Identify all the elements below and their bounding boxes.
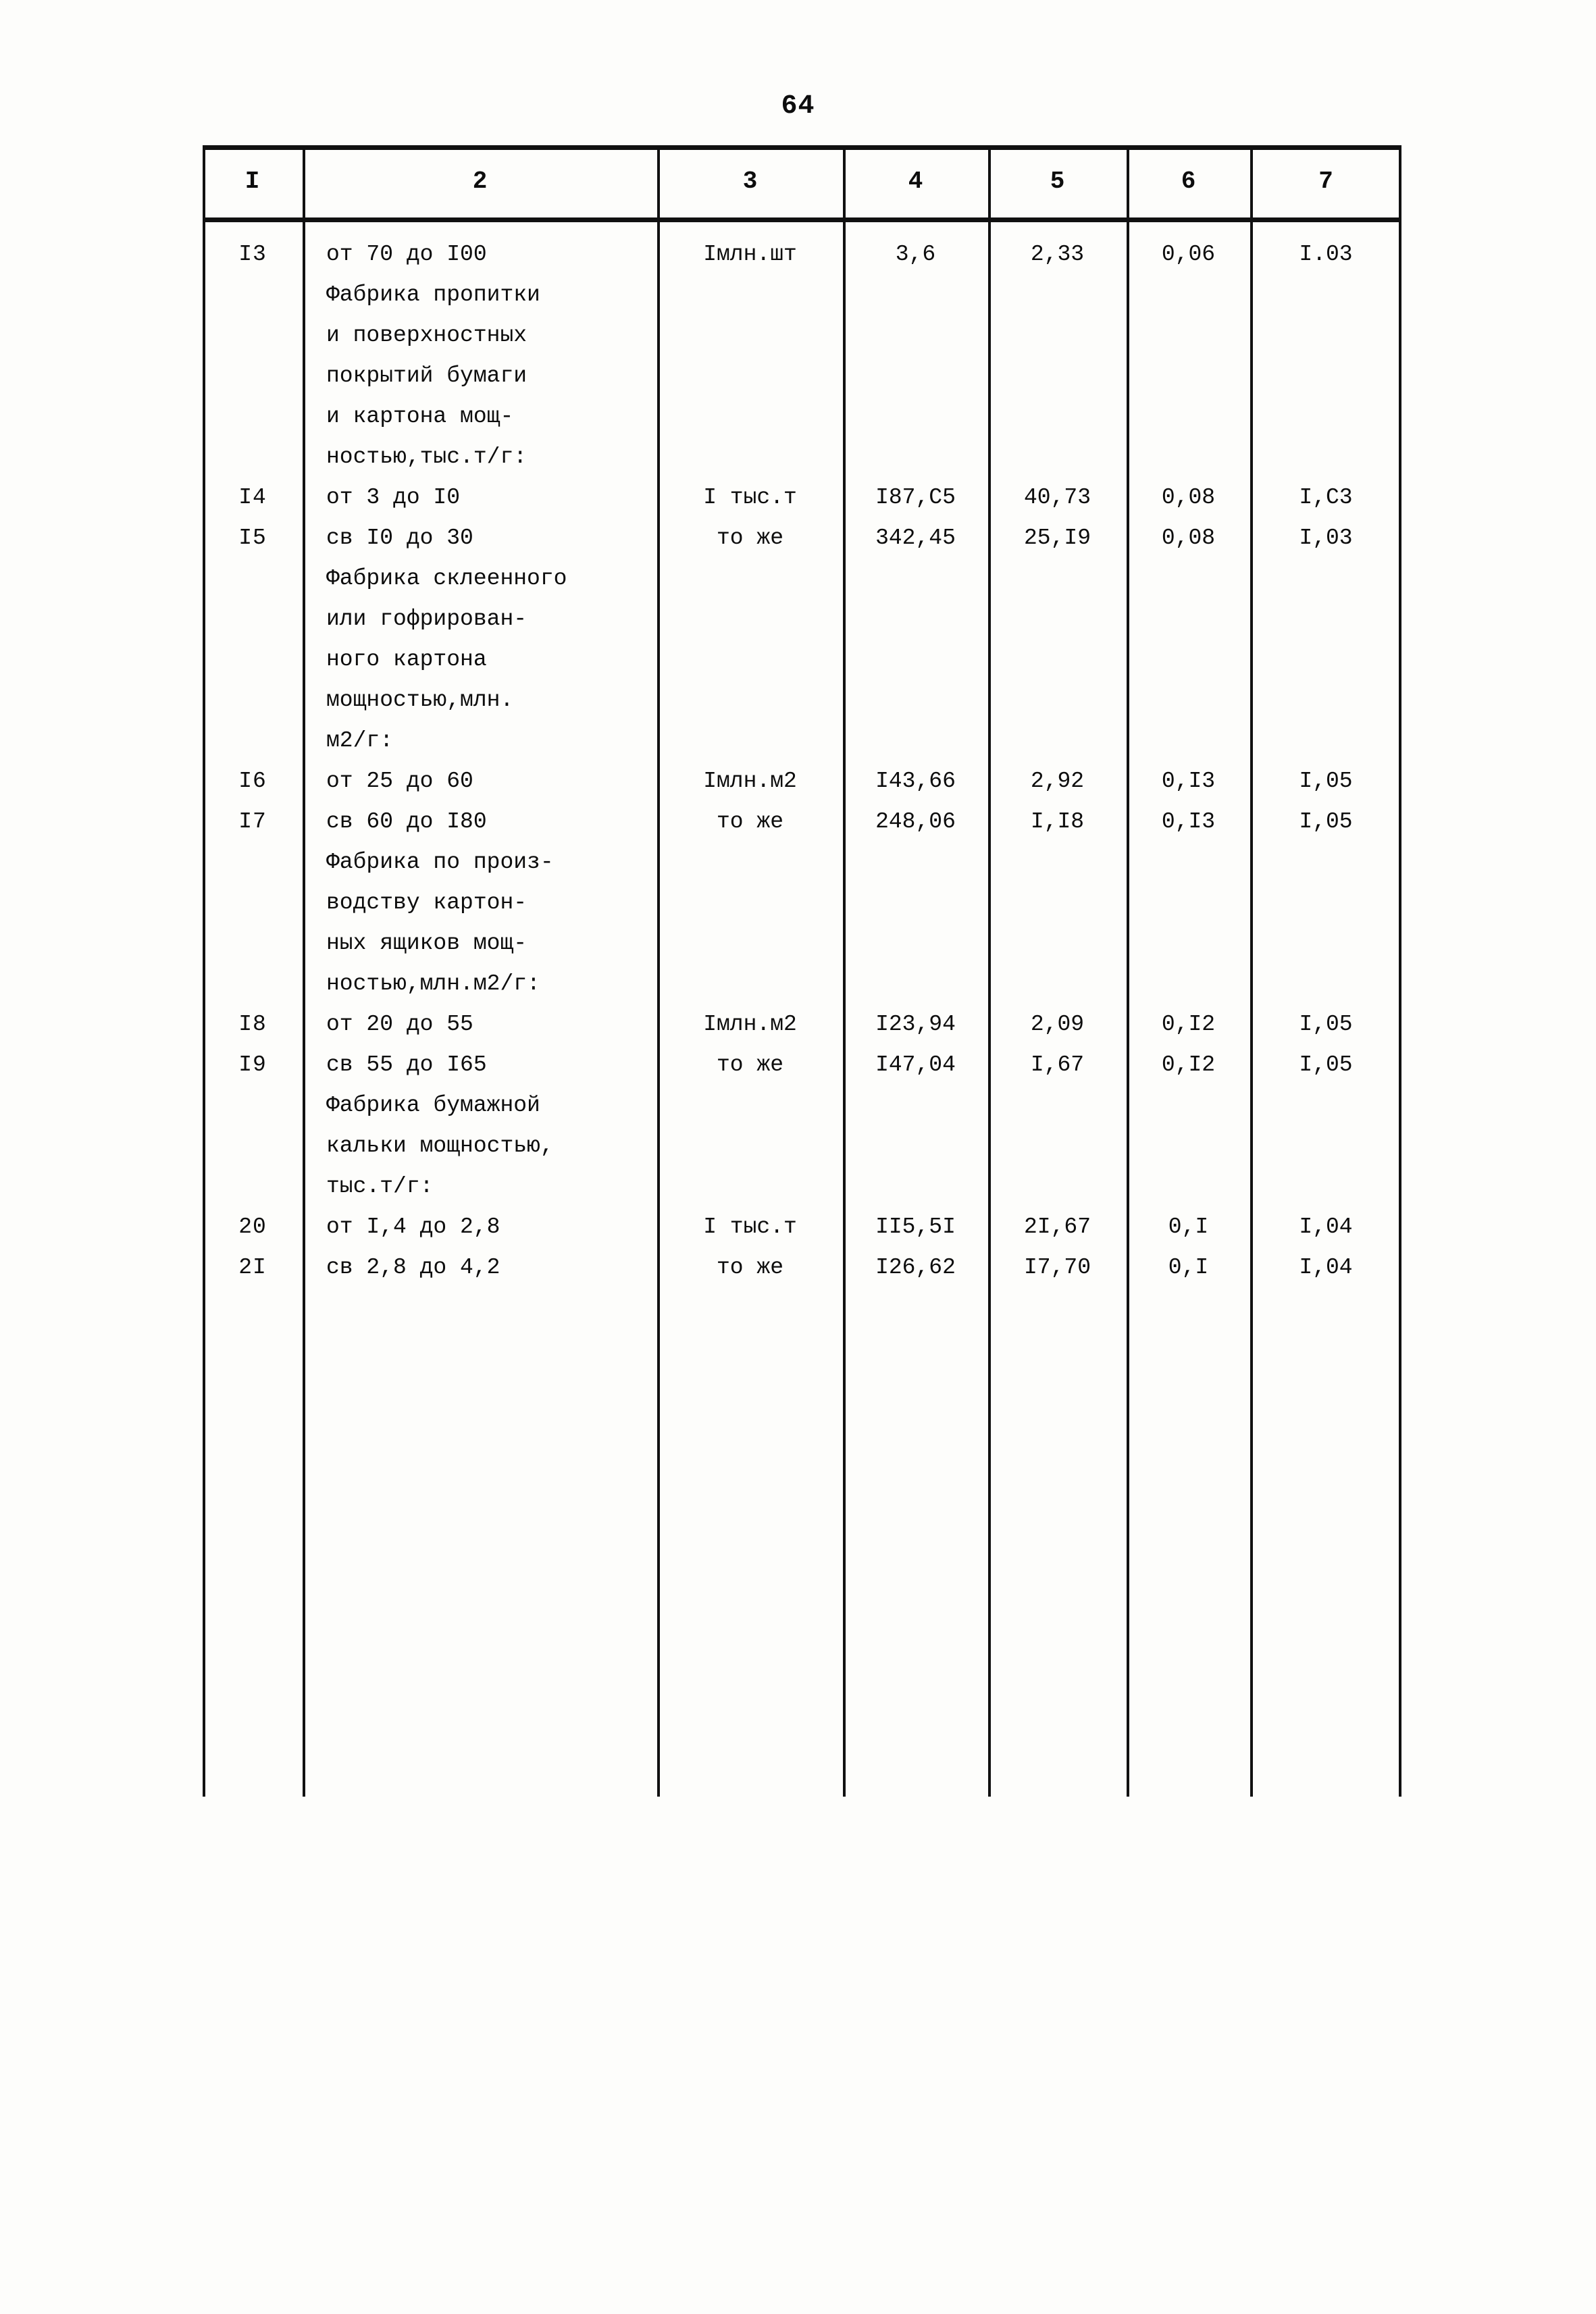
row-value5-cell [988, 1166, 1127, 1207]
row-value6-cell: 0,I3 [1161, 809, 1216, 834]
table-spacer-cell [203, 1369, 303, 1410]
row-name-cell: Фабрика бумажной [326, 1093, 540, 1118]
row-value4-cell [843, 599, 988, 640]
row-value4-cell: I87,C5 [875, 485, 956, 510]
row-name-cell: Фабрика пропитки [326, 282, 540, 307]
row-number-cell [203, 356, 303, 396]
row-value7-cell: I,04 [1299, 1255, 1353, 1280]
row-unit-cell [657, 1166, 843, 1207]
table-spacer-cell [843, 1329, 988, 1369]
row-value6-cell: 0,I2 [1161, 1012, 1216, 1037]
row-value6-cell [1127, 396, 1250, 437]
row-value5-cell: I,I8 [1030, 809, 1085, 834]
table-row [203, 478, 1401, 518]
table-spacer-cell [1250, 1329, 1401, 1369]
row-name-cell: покрытий бумаги [326, 363, 527, 388]
row-name-cell: м2/г: [326, 728, 394, 753]
row-number-cell [203, 315, 303, 356]
row-number-cell [203, 559, 303, 599]
table-spacer-cell [843, 1369, 988, 1410]
row-number-cell: 2I [238, 1255, 267, 1280]
row-value7-cell [1250, 923, 1401, 964]
row-value7-cell [1250, 964, 1401, 1004]
row-name-cell: или гофрирован- [326, 607, 527, 632]
row-unit-cell [657, 680, 843, 721]
table-spacer-cell [203, 1329, 303, 1369]
row-value4-cell [843, 883, 988, 923]
row-value7-cell: I,05 [1299, 1052, 1353, 1077]
table-spacer-cell [303, 1288, 657, 1329]
row-unit-cell [657, 640, 843, 680]
row-value6-cell [1127, 599, 1250, 640]
row-value4-cell [843, 721, 988, 761]
row-unit-cell: то же [716, 1255, 784, 1280]
row-value7-cell [1250, 315, 1401, 356]
row-number-cell [203, 964, 303, 1004]
row-value4-cell: II5,5I [875, 1214, 956, 1239]
row-value5-cell [988, 599, 1127, 640]
row-name-cell: Фабрика склеенного [326, 566, 567, 591]
row-name-cell: Фабрика по произ- [326, 850, 554, 875]
row-unit-cell [657, 315, 843, 356]
row-name-cell: и картона мощ- [326, 404, 514, 429]
table-row [203, 1207, 1401, 1248]
column-header-7: 7 [1318, 168, 1333, 195]
row-value6-cell: 0,I3 [1161, 769, 1216, 794]
table-spacer-cell [1250, 1369, 1401, 1410]
row-value7-cell [1250, 437, 1401, 478]
row-value7-cell [1250, 1085, 1401, 1126]
table-row [203, 599, 1401, 640]
row-value4-cell [843, 680, 988, 721]
row-unit-cell [657, 599, 843, 640]
row-value5-cell [988, 964, 1127, 1004]
row-value4-cell [843, 437, 988, 478]
row-value5-cell: 2,92 [1030, 769, 1085, 794]
row-value4-cell [843, 640, 988, 680]
row-unit-cell: I тыс.т [703, 485, 797, 510]
row-value4-cell [843, 964, 988, 1004]
row-value7-cell: I,04 [1299, 1214, 1353, 1239]
row-value4-cell: I26,62 [875, 1255, 956, 1280]
row-unit-cell: то же [716, 1052, 784, 1077]
row-value6-cell [1127, 356, 1250, 396]
row-value4-cell: 342,45 [875, 525, 956, 550]
table-row [203, 1248, 1401, 1288]
row-name-cell: тыс.т/г: [326, 1174, 434, 1199]
row-value4-cell: I23,94 [875, 1012, 956, 1037]
table-spacer-cell [657, 1369, 843, 1410]
table-row [203, 396, 1401, 437]
table-spacer-cell [1127, 1288, 1250, 1329]
table-row [203, 1166, 1401, 1207]
row-unit-cell: Iмлн.м2 [703, 769, 797, 794]
table-spacer-cell [1127, 1369, 1250, 1410]
row-number-cell [203, 640, 303, 680]
row-value4-cell [843, 1166, 988, 1207]
table-spacer-cell [657, 1329, 843, 1369]
row-value4-cell: 3,6 [895, 242, 936, 267]
row-value6-cell [1127, 275, 1250, 315]
row-number-cell [203, 1126, 303, 1166]
row-value5-cell [988, 437, 1127, 478]
row-name-cell: водству картон- [326, 890, 527, 915]
row-value6-cell [1127, 964, 1250, 1004]
row-value7-cell [1250, 396, 1401, 437]
table-row [203, 1045, 1401, 1085]
row-number-cell [203, 599, 303, 640]
row-value6-cell [1127, 721, 1250, 761]
row-value7-cell: I,05 [1299, 1012, 1353, 1037]
row-number-cell: I3 [238, 242, 267, 267]
row-unit-cell [657, 559, 843, 599]
row-unit-cell [657, 721, 843, 761]
table-row [203, 1126, 1401, 1166]
row-unit-cell [657, 1126, 843, 1166]
row-unit-cell: то же [716, 525, 784, 550]
row-unit-cell [657, 437, 843, 478]
row-value6-cell [1127, 1085, 1250, 1126]
column-header-2: 2 [472, 168, 488, 195]
row-value6-cell: 0,08 [1161, 525, 1216, 550]
row-value7-cell [1250, 883, 1401, 923]
table-row [203, 217, 1401, 275]
row-value7-cell [1250, 640, 1401, 680]
row-value5-cell [988, 275, 1127, 315]
table-header-row [203, 145, 1401, 217]
table-row [203, 761, 1401, 802]
row-number-cell [203, 1085, 303, 1126]
row-value5-cell: 25,I9 [1023, 525, 1091, 550]
row-number-cell: I8 [238, 1012, 267, 1037]
row-number-cell: I9 [238, 1052, 267, 1077]
row-value5-cell [988, 923, 1127, 964]
row-number-cell: 20 [238, 1214, 267, 1239]
row-value6-cell [1127, 437, 1250, 478]
table-spacer-cell [657, 1288, 843, 1329]
row-value6-cell [1127, 1126, 1250, 1166]
row-unit-cell: то же [716, 809, 784, 834]
row-value4-cell [843, 1085, 988, 1126]
row-value6-cell [1127, 1166, 1250, 1207]
row-value6-cell [1127, 559, 1250, 599]
column-header-6: 6 [1181, 168, 1196, 195]
row-value7-cell: I,05 [1299, 769, 1353, 794]
page-number: 64 [781, 91, 815, 122]
row-value6-cell [1127, 680, 1250, 721]
table-row [203, 883, 1401, 923]
row-value7-cell [1250, 356, 1401, 396]
table-row [203, 275, 1401, 315]
table-spacer-row [203, 1288, 1401, 1329]
row-value5-cell [988, 640, 1127, 680]
row-value7-cell: I,C3 [1299, 485, 1353, 510]
row-name-cell: от 25 до 60 [326, 769, 473, 794]
row-value5-cell [988, 356, 1127, 396]
row-name-cell: от 20 до 55 [326, 1012, 473, 1037]
row-number-cell [203, 1166, 303, 1207]
row-name-cell: ностью,млн.м2/г: [326, 971, 540, 996]
row-unit-cell: I тыс.т [703, 1214, 797, 1239]
row-name-cell: ных ящиков мощ- [326, 931, 527, 956]
row-value7-cell [1250, 1126, 1401, 1166]
table-spacer-cell [1127, 1329, 1250, 1369]
row-name-cell: кальки мощностью, [326, 1133, 554, 1158]
table-row [203, 518, 1401, 559]
table-row [203, 680, 1401, 721]
row-value5-cell [988, 1126, 1127, 1166]
row-value7-cell [1250, 275, 1401, 315]
row-unit-cell [657, 396, 843, 437]
row-value6-cell: 0,08 [1161, 485, 1216, 510]
column-header-4: 4 [908, 168, 923, 195]
row-value5-cell [988, 883, 1127, 923]
table-spacer-cell [988, 1329, 1127, 1369]
table-spacer-row [203, 1329, 1401, 1369]
row-number-cell: I7 [238, 809, 267, 834]
row-value5-cell: 2I,67 [1023, 1214, 1091, 1239]
table-row [203, 640, 1401, 680]
row-value4-cell [843, 559, 988, 599]
row-value7-cell [1250, 1166, 1401, 1207]
row-value4-cell [843, 1126, 988, 1166]
row-value7-cell [1250, 721, 1401, 761]
row-value5-cell [988, 315, 1127, 356]
row-number-cell [203, 437, 303, 478]
row-value4-cell: I47,04 [875, 1052, 956, 1077]
table-row [203, 923, 1401, 964]
row-value6-cell: 0,I [1168, 1255, 1209, 1280]
row-value5-cell: I7,70 [1023, 1255, 1091, 1280]
row-value4-cell [843, 275, 988, 315]
row-value6-cell [1127, 923, 1250, 964]
row-value4-cell: I43,66 [875, 769, 956, 794]
row-unit-cell [657, 1085, 843, 1126]
table-row [203, 356, 1401, 396]
row-unit-cell [657, 923, 843, 964]
table-spacer-cell [1250, 1288, 1401, 1329]
row-value7-cell [1250, 680, 1401, 721]
column-header-1: I [244, 168, 261, 195]
row-value7-cell [1250, 559, 1401, 599]
row-name-cell: мощностью,млн. [326, 688, 514, 713]
row-number-cell [203, 680, 303, 721]
row-value6-cell: 0,I2 [1161, 1052, 1216, 1077]
row-number-cell [203, 721, 303, 761]
data-table [203, 145, 1401, 1410]
table-body [203, 145, 1401, 1410]
table-row [203, 802, 1401, 842]
row-number-cell: I5 [238, 525, 267, 550]
row-number-cell [203, 842, 303, 883]
table-spacer-cell [843, 1288, 988, 1329]
row-value6-cell [1127, 640, 1250, 680]
row-value5-cell: 2,09 [1030, 1012, 1085, 1037]
row-name-cell: св I0 до 30 [326, 525, 473, 550]
row-value6-cell [1127, 315, 1250, 356]
row-value6-cell [1127, 883, 1250, 923]
row-number-cell: I6 [238, 769, 267, 794]
row-value7-cell: I.03 [1299, 242, 1353, 267]
row-value4-cell [843, 923, 988, 964]
row-name-cell: ного картона [326, 647, 487, 672]
table-row [203, 1085, 1401, 1126]
row-value6-cell: 0,06 [1161, 242, 1216, 267]
row-value4-cell [843, 396, 988, 437]
row-number-cell [203, 923, 303, 964]
row-value5-cell [988, 1085, 1127, 1126]
table-row [203, 964, 1401, 1004]
table-row [203, 437, 1401, 478]
row-name-cell: от 3 до I0 [326, 485, 461, 510]
row-value5-cell [988, 680, 1127, 721]
row-unit-cell: Iмлн.шт [703, 242, 797, 267]
table-spacer-cell [988, 1369, 1127, 1410]
row-value6-cell: 0,I [1168, 1214, 1209, 1239]
row-name-cell: от 70 до I00 [326, 242, 487, 267]
row-value7-cell [1250, 842, 1401, 883]
row-unit-cell [657, 964, 843, 1004]
table-row [203, 842, 1401, 883]
column-header-5: 5 [1050, 168, 1065, 195]
row-number-cell [203, 396, 303, 437]
table-spacer-cell [988, 1288, 1127, 1329]
table-wrapper [203, 145, 1401, 1410]
row-value5-cell [988, 396, 1127, 437]
row-value5-cell [988, 842, 1127, 883]
row-value6-cell [1127, 842, 1250, 883]
row-value5-cell: I,67 [1030, 1052, 1085, 1077]
row-number-cell: I4 [238, 485, 267, 510]
row-value5-cell: 40,73 [1023, 485, 1091, 510]
row-name-cell: св 60 до I80 [326, 809, 487, 834]
row-value4-cell: 248,06 [875, 809, 956, 834]
row-number-cell [203, 883, 303, 923]
row-name-cell: ностью,тыс.т/г: [326, 444, 527, 469]
row-unit-cell [657, 275, 843, 315]
row-value5-cell [988, 721, 1127, 761]
table-spacer-cell [303, 1329, 657, 1369]
row-value4-cell [843, 315, 988, 356]
table-row [203, 1004, 1401, 1045]
row-name-cell: св 2,8 до 4,2 [326, 1255, 500, 1280]
row-value5-cell: 2,33 [1030, 242, 1085, 267]
row-value5-cell [988, 559, 1127, 599]
row-number-cell [203, 275, 303, 315]
row-unit-cell [657, 356, 843, 396]
row-name-cell: и поверхностных [326, 323, 527, 348]
table-spacer-cell [303, 1369, 657, 1410]
row-value7-cell: I,05 [1299, 809, 1353, 834]
row-value7-cell: I,03 [1299, 525, 1353, 550]
row-unit-cell [657, 883, 843, 923]
table-row [203, 315, 1401, 356]
table-row [203, 721, 1401, 761]
table-row [203, 559, 1401, 599]
row-value4-cell [843, 842, 988, 883]
column-header-3: 3 [742, 168, 758, 195]
row-value7-cell [1250, 599, 1401, 640]
table-spacer-row [203, 1369, 1401, 1410]
row-value4-cell [843, 356, 988, 396]
row-unit-cell [657, 842, 843, 883]
table-spacer-cell [203, 1288, 303, 1329]
row-unit-cell: Iмлн.м2 [703, 1012, 797, 1037]
row-name-cell: от I,4 до 2,8 [326, 1214, 500, 1239]
row-name-cell: св 55 до I65 [326, 1052, 487, 1077]
